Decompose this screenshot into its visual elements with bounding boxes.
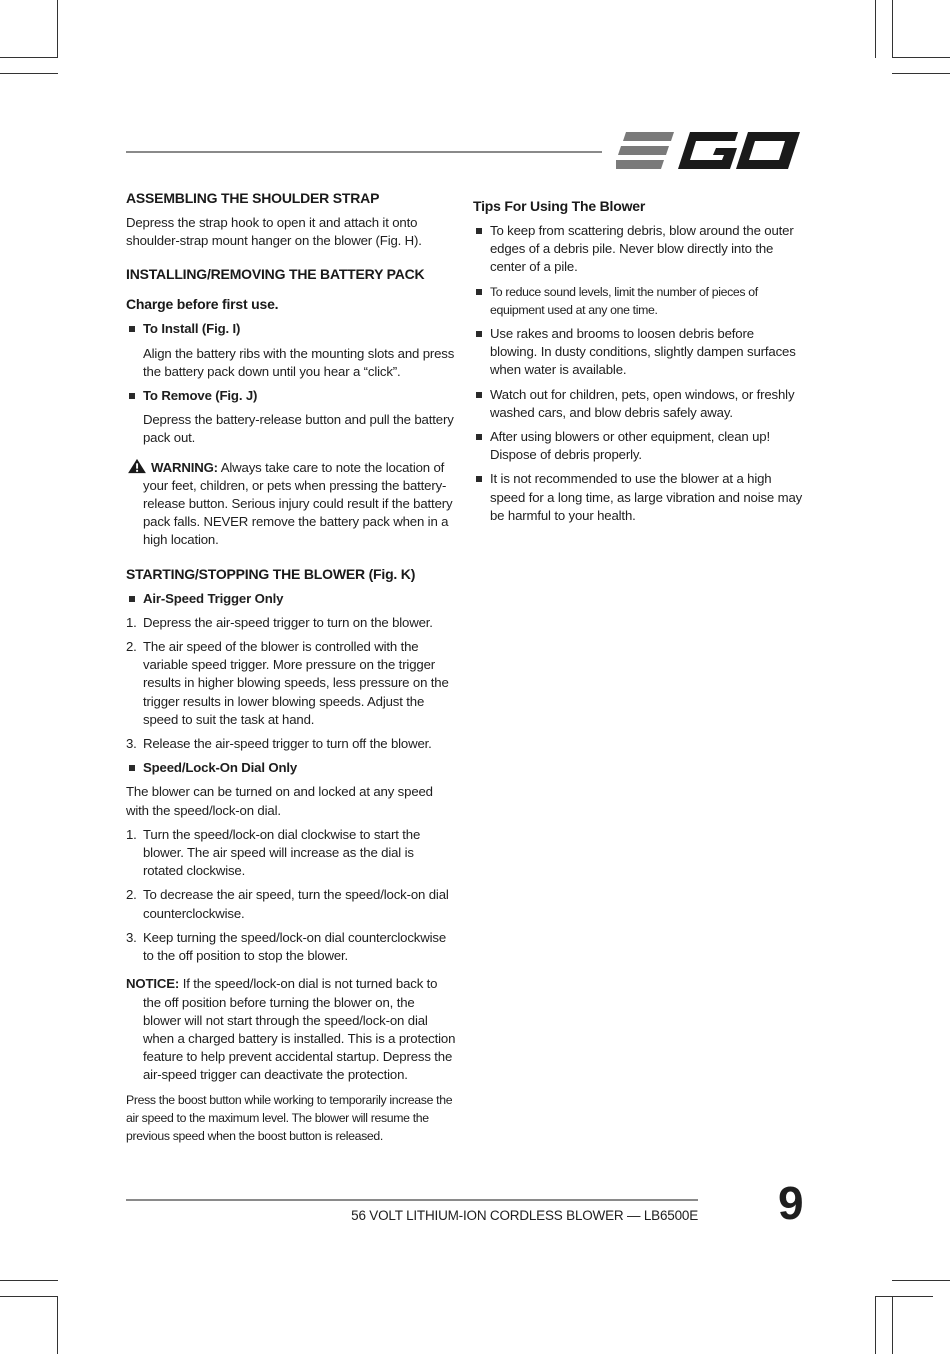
footer-title: 56 VOLT LITHIUM-ION CORDLESS BLOWER — LB6500E: [351, 1208, 698, 1223]
step-number: 1.: [126, 826, 137, 842]
step-number: 2.: [126, 639, 137, 655]
page-number: 9: [778, 1177, 803, 1229]
crop-mark-tr-v: [892, 0, 893, 58]
crop-mark-tl-h: [0, 73, 58, 74]
crop-mark-tl-h2: [0, 57, 58, 58]
footer-rule: [126, 1199, 698, 1201]
tip-item: After using blowers or other equipment, clean up! Dispose of debris properly.: [473, 428, 803, 464]
dial-step-1: [126, 826, 456, 881]
install-bullet: To Install (Fig. I): [126, 320, 456, 338]
charge-before-use-heading: Charge before first use.: [126, 296, 279, 313]
step-text: Depress the air-speed trigger to turn on the blower.: [143, 614, 433, 630]
warning-block: [126, 458, 456, 550]
dial-step-2: [126, 886, 456, 922]
section-heading-shoulder-strap: ASSEMBLING THE SHOULDER STRAP: [126, 190, 380, 206]
tip-item: Use rakes and brooms to loosen debris before blowing. In dusty conditions, slightly dampen surfaces when water is available.: [473, 325, 803, 380]
step-text: Turn the speed/lock-on dial clockwise to start the blower. The air speed will increase as the dial is rotated clockwise.: [143, 826, 421, 879]
dial-intro: The blower can be turned on and locked at any speed with the speed/lock-on dial.: [126, 784, 433, 818]
trigger-step-3: [126, 735, 456, 753]
notice-block: [126, 975, 456, 1084]
step-number: 3.: [126, 929, 137, 945]
shoulder-strap-text: Depress the strap hook to open it and attach it onto shoulder-strap mount hanger on the blower (Fig. H).: [126, 215, 422, 249]
tip-item: To reduce sound levels, limit the number of pieces of equipment used at any one time.: [473, 283, 803, 319]
crop-mark-tl-v: [57, 0, 58, 58]
tips-heading: Tips For Using The Blower: [473, 198, 646, 214]
crop-mark-br-h2: [875, 1296, 933, 1297]
boost-text: Press the boost button while working to temporarily increase the air speed to the maximum level. The blower will resume the previous speed when the boost button is released.: [126, 1092, 453, 1143]
notice-text: If the speed/lock-on dial is not turned back to the off position before turning the blower on, the blower will not start through the speed/lock-on dial when a charged battery is installed. This is a protection feature to help prevent accidental startup. Depress the air-speed trigger can deactivate the protection.: [143, 976, 456, 1083]
step-number: 2.: [126, 887, 137, 903]
header-rule: [126, 151, 602, 153]
dial-bullet: Speed/Lock-On Dial Only: [126, 759, 456, 777]
warning-label: WARNING:: [151, 459, 218, 475]
remove-text: Depress the battery-release button and pull the battery pack out.: [143, 412, 454, 446]
step-number: 1.: [126, 614, 137, 630]
crop-mark-tr-h2: [892, 57, 950, 58]
left-column: [126, 188, 456, 1145]
crop-mark-bl-h2: [0, 1296, 58, 1297]
trigger-steps: [126, 614, 456, 753]
ego-logo: [616, 128, 800, 174]
dial-steps: [126, 826, 456, 965]
section-heading-battery-pack: INSTALLING/REMOVING THE BATTERY PACK: [126, 266, 425, 283]
trigger-bullet: Air-Speed Trigger Only: [126, 590, 456, 608]
step-number: 3.: [126, 736, 137, 752]
remove-bullet: To Remove (Fig. J): [126, 387, 456, 405]
crop-mark-bl-v: [57, 1296, 58, 1354]
crop-mark-br-v: [875, 1296, 876, 1354]
tip-item: It is not recommended to use the blower at a high speed for a long time, as large vibration and noise may be harmful to your health.: [473, 470, 803, 525]
warning-triangle-icon: [126, 458, 148, 474]
section-heading-starting-stopping: STARTING/STOPPING THE BLOWER (Fig. K): [126, 565, 416, 582]
step-text: The air speed of the blower is controlled with the variable speed trigger. More pressure on the trigger results in higher blowing speeds, less pressure on the trigger results in lower blowing speeds. Adjust the speed to suit the task at hand.: [143, 639, 449, 727]
crop-mark-bl-h: [0, 1280, 58, 1281]
install-text: Align the battery ribs with the mounting slots and press the battery pack down until you hear a “click”.: [143, 345, 455, 379]
step-text: To decrease the air speed, turn the speed/lock-on dial counterclockwise.: [143, 887, 449, 921]
crop-mark-br-v2: [892, 1296, 893, 1354]
step-text: Keep turning the speed/lock-on dial counterclockwise to the off position to stop the blower.: [143, 929, 447, 964]
crop-mark-tr-h: [892, 73, 950, 74]
crop-mark-br-h: [892, 1280, 950, 1281]
right-column: [473, 196, 803, 525]
warning-text: Always take care to note the location of your feet, children, or pets when pressing the battery-release button. Serious injury could result if the battery pack falls. NEVER remove the battery pack when in a high location.: [143, 459, 453, 548]
crop-mark-tr-v2: [875, 0, 876, 58]
dial-step-3: [126, 929, 456, 965]
trigger-step-1: [126, 614, 456, 632]
tip-item: To keep from scattering debris, blow around the outer edges of a debris pile. Never blow directly into the center of a pile.: [473, 222, 803, 277]
notice-label: NOTICE:: [126, 976, 180, 992]
tip-item: Watch out for children, pets, open windows, or freshly washed cars, and blow debris safely away.: [473, 386, 803, 422]
step-text: Release the air-speed trigger to turn off the blower.: [143, 736, 432, 752]
trigger-step-2: [126, 638, 456, 729]
